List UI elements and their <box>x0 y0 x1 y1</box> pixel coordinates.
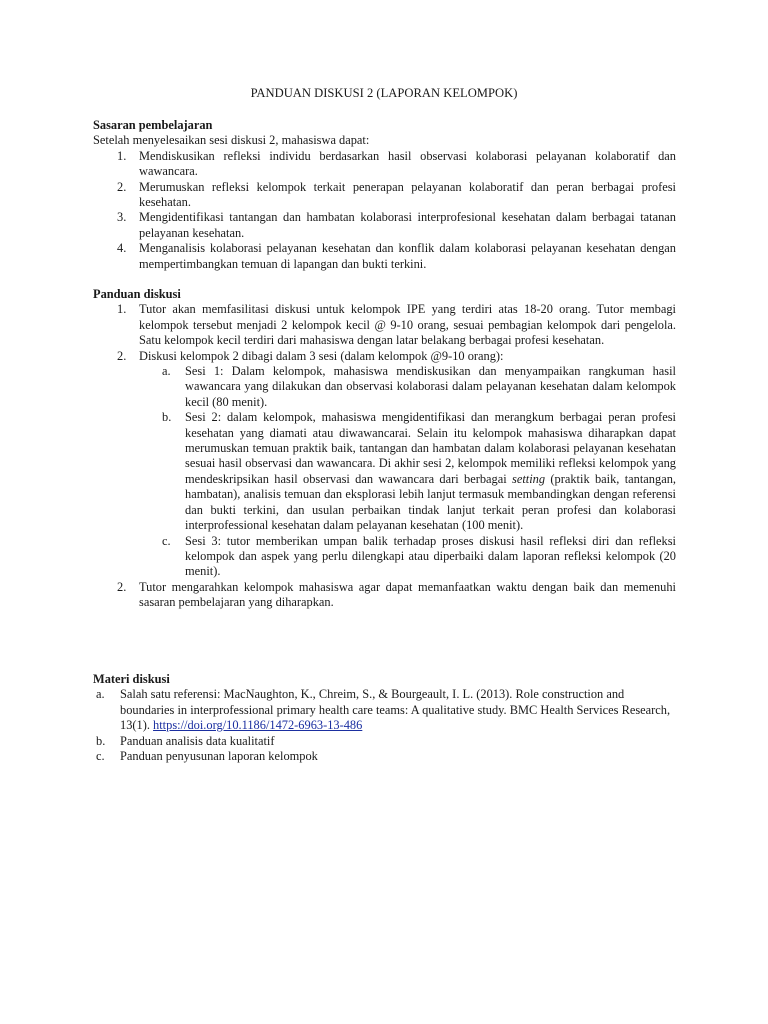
sub-list-letter: c. <box>162 533 171 548</box>
list-number: 1. <box>117 148 127 163</box>
reference-text <box>120 687 676 733</box>
list-item <box>93 149 676 180</box>
reference-citation: Salah satu referensi: MacNaughton, K., Chreim, S., & Bourgeault, I. L. (2013). Role construction and boundaries in interprofessional primary health care teams: A qualitative study. BMC Health Services Research, 13(1). <box>120 687 671 733</box>
reference-letter: b. <box>96 733 106 748</box>
reference-text: Panduan analisis data kualitatif <box>120 733 275 748</box>
list-item <box>93 580 676 611</box>
list-text: Menganalisis kolaborasi pelayanan kesehatan dan konflik dalam kolaborasi pelayanan kesehatan dengan mempertimbangkan temuan di lapangan dan bukti terkini. <box>139 241 676 271</box>
list-number: 2. <box>117 579 127 594</box>
list-text: Tutor akan memfasilitasi diskusi untuk kelompok IPE yang terdiri atas 18-20 orang. Tutor membagi kelompok tersebut menjadi 2 kelompok kecil @ 9-10 orang, sesuai pembagian kelompok dari pengelola. Satu kelompok kecil terdiri dari mahasiswa dengan latar belakang berbagai profesi kesehatan. <box>139 302 676 348</box>
reference-letter: a. <box>96 687 105 702</box>
text-part: (praktik baik, tantangan, hambatan), analisis temuan dan eksplorasi lebih lanjut termasuk membandingkan dengan referensi dan bukti terkini, dan usulan perbaikan tindak lanjut terkait peran profesi dan kolaborasi interprofessional kesehatan dalam pelayanan kesehatan (100 menit). <box>185 471 676 533</box>
reference-letter: c. <box>96 749 105 764</box>
list-number: 2. <box>117 179 127 194</box>
reference-item <box>93 749 676 764</box>
panduan-section <box>93 287 676 611</box>
reference-item <box>93 687 676 733</box>
list-item <box>93 349 676 364</box>
sub-list-letter: b. <box>162 410 172 425</box>
list-item <box>93 241 676 272</box>
list-item <box>93 210 676 241</box>
italic-text: setting <box>512 471 546 486</box>
text-part: Sesi 2: dalam kelompok, mahasiswa mengidentifikasi dan merangkum berbagai peran profesi kesehatan yang diamati atau diwawancarai. Selain itu kelompok mahasiswa diharapkan dapat merumuskan temuan praktik baik, tantangan dan hambatan dalam kolaborasi pelayanan kesehatan sesuai hasil observasi dan wawancara. Di akhir sesi 2, kelompok memiliki refleksi kelompok yang mendeskripsikan hasil observasi dan wawancara dari berbagai <box>185 410 676 486</box>
materi-heading: Materi diskusi <box>93 672 170 686</box>
sub-list-item <box>93 534 676 580</box>
sub-list-item <box>93 364 676 410</box>
reference-item <box>93 734 676 749</box>
materi-section <box>93 672 676 764</box>
list-text: Mendiskusikan refleksi individu berdasarkan hasil observasi kolaborasi pelayanan kolaboratif dan wawancara. <box>139 148 676 179</box>
reference-text: Panduan penyusunan laporan kelompok <box>120 749 318 764</box>
list-number: 1. <box>117 302 127 317</box>
sub-list-item <box>93 410 676 533</box>
sasaran-intro: Setelah menyelesaikan sesi diskusi 2, mahasiswa dapat: <box>93 133 370 148</box>
sasaran-heading: Sasaran pembelajaran <box>93 118 213 132</box>
list-item <box>93 180 676 211</box>
list-item <box>93 302 676 348</box>
sub-list-text: Sesi 1: Dalam kelompok, mahasiswa mendiskusikan dan menyampaikan rangkuman hasil wawancara yang dilakukan dan observasi kolaborasi dalam pelayanan kesehatan dalam kelompok kecil (80 menit). <box>185 364 676 409</box>
list-text: Merumuskan refleksi kelompok terkait penerapan pelayanan kolaboratif dan peran berbagai profesi kesehatan. <box>139 179 676 210</box>
list-number: 4. <box>117 241 127 256</box>
doi-link[interactable]: https://doi.org/10.1186/1472-6963-13-486 <box>153 718 363 733</box>
sub-list-letter: a. <box>162 364 171 379</box>
document-title: PANDUAN DISKUSI 2 (LAPORAN KELOMPOK) <box>250 86 518 100</box>
list-number: 2. <box>117 348 127 363</box>
list-number: 3. <box>117 210 127 225</box>
list-text: Diskusi kelompok 2 dibagi dalam 3 sesi (dalam kelompok @9-10 orang): <box>139 348 504 363</box>
list-text: Tutor mengarahkan kelompok mahasiswa agar dapat memanfaatkan waktu dengan baik dan memenuhi sasaran pembelajaran yang diharapkan. <box>139 579 676 610</box>
sub-list-text: Sesi 3: tutor memberikan umpan balik terhadap proses diskusi hasil refleksi diri dan refleksi kelompok dan aspek yang perlu dilengkapi atau diperbaiki dalam laporan refleksi kelompok (20 menit). <box>185 533 676 579</box>
panduan-heading: Panduan diskusi <box>93 287 181 301</box>
sasaran-section <box>93 118 676 272</box>
sub-list-text <box>185 410 676 533</box>
list-text: Mengidentifikasi tantangan dan hambatan kolaborasi interprofesional kesehatan dalam berbagai tatanan pelayanan kesehatan. <box>139 210 676 240</box>
